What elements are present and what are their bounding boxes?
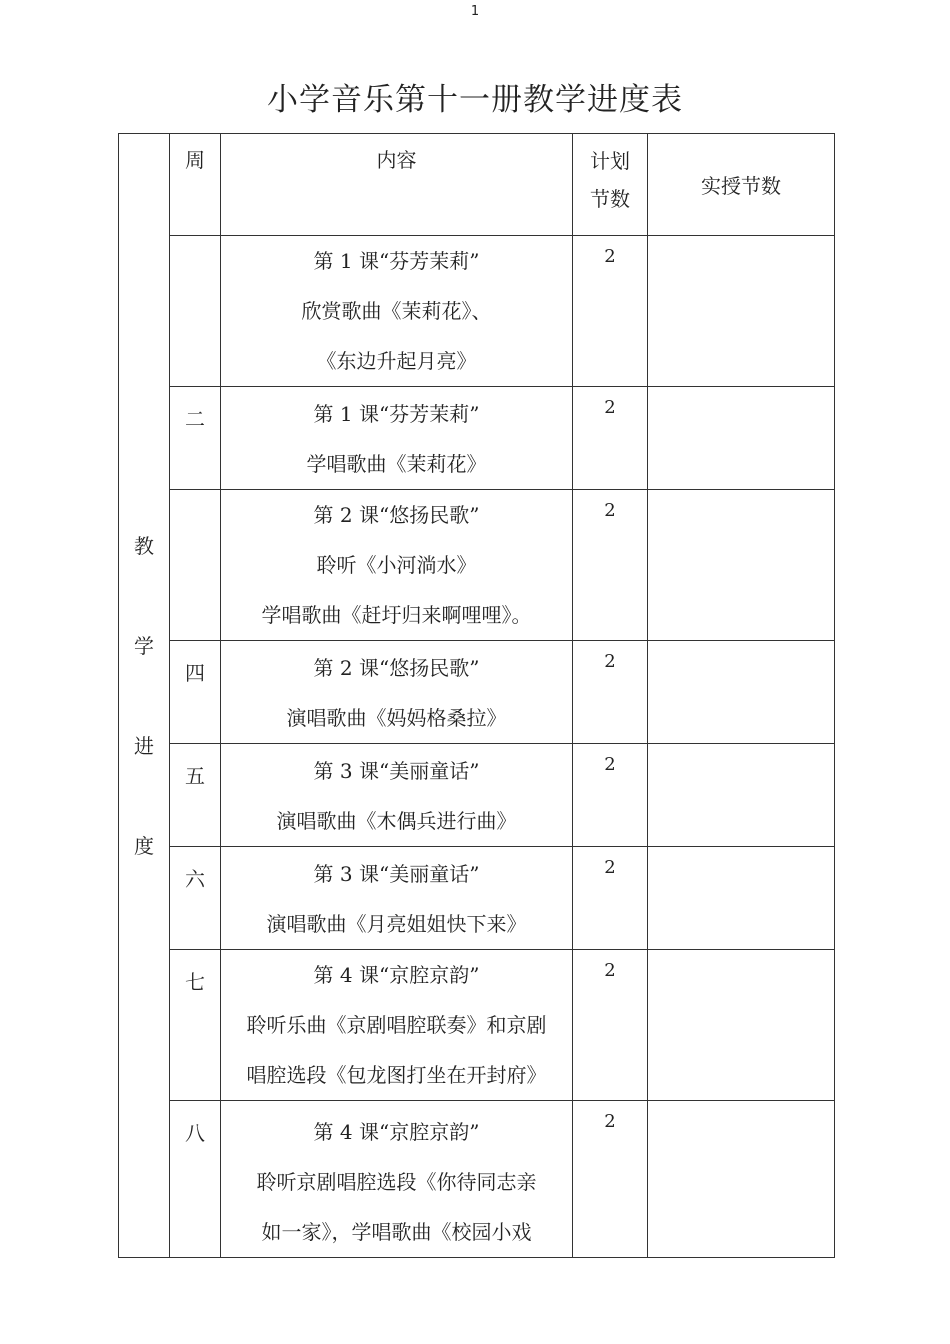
content-line: 第 4 课“京腔京韵” bbox=[313, 1120, 480, 1144]
content-line: 聆听《小河淌水》 bbox=[316, 553, 477, 577]
actual-cell bbox=[648, 1101, 835, 1258]
week-cell: 六 bbox=[170, 847, 221, 950]
schedule-table bbox=[118, 133, 835, 1258]
category-char: 度 bbox=[134, 833, 154, 858]
plan-cell: 2 bbox=[573, 744, 648, 847]
category-char: 教 bbox=[134, 533, 154, 558]
category-cell bbox=[119, 134, 170, 1258]
actual-cell bbox=[648, 490, 835, 641]
actual-cell bbox=[648, 641, 835, 744]
content-cell bbox=[221, 387, 573, 490]
content-line: 聆听京剧唱腔选段《你待同志亲 bbox=[256, 1170, 537, 1194]
table-row bbox=[119, 1101, 835, 1258]
header-week: 周 bbox=[170, 134, 221, 236]
plan-cell: 2 bbox=[573, 387, 648, 490]
content-line: 第 4 课“京腔京韵” bbox=[313, 963, 480, 987]
header-plan-line: 节数 bbox=[590, 187, 630, 211]
header-plan-line: 计划 bbox=[590, 149, 630, 173]
plan-cell: 2 bbox=[573, 950, 648, 1101]
content-line: 学唱歌曲《赶圩归来啊哩哩》。 bbox=[261, 603, 532, 627]
table-row bbox=[119, 744, 835, 847]
header-content: 内容 bbox=[221, 134, 573, 236]
header-row bbox=[119, 134, 835, 236]
content-cell bbox=[221, 236, 573, 387]
content-line: 第 1 课“芬芳茉莉” bbox=[313, 249, 480, 273]
category-char: 学 bbox=[134, 633, 154, 658]
category-char: 进 bbox=[134, 733, 154, 758]
content-cell bbox=[221, 950, 573, 1101]
content-line: 《东边升起月亮》 bbox=[316, 349, 477, 373]
table-row bbox=[119, 236, 835, 387]
content-cell bbox=[221, 847, 573, 950]
actual-cell bbox=[648, 847, 835, 950]
content-line: 演唱歌曲《木偶兵进行曲》 bbox=[276, 809, 517, 833]
plan-cell: 2 bbox=[573, 1101, 648, 1258]
plan-cell: 2 bbox=[573, 641, 648, 744]
week-cell bbox=[170, 236, 221, 387]
content-line: 唱腔选段《包龙图打坐在开封府》 bbox=[246, 1063, 547, 1087]
actual-cell bbox=[648, 387, 835, 490]
header-plan bbox=[573, 134, 648, 236]
content-line: 第 3 课“美丽童话” bbox=[313, 759, 480, 783]
content-line: 聆听乐曲《京剧唱腔联奏》和京剧 bbox=[246, 1013, 547, 1037]
table-row bbox=[119, 950, 835, 1101]
actual-cell bbox=[648, 950, 835, 1101]
table-row bbox=[119, 847, 835, 950]
content-line: 演唱歌曲《月亮姐姐快下来》 bbox=[266, 912, 527, 936]
page-title: 小学音乐第十一册教学进度表 bbox=[267, 82, 683, 118]
content-line: 学唱歌曲《茉莉花》 bbox=[306, 452, 487, 476]
table-row bbox=[119, 490, 835, 641]
content-line: 欣赏歌曲《茉莉花》、 bbox=[301, 299, 492, 323]
week-cell bbox=[170, 490, 221, 641]
content-line: 如一家》，学唱歌曲《校园小戏 bbox=[261, 1220, 532, 1244]
week-cell: 五 bbox=[170, 744, 221, 847]
week-cell: 八 bbox=[170, 1101, 221, 1258]
header-actual: 实授节数 bbox=[648, 134, 835, 236]
content-cell bbox=[221, 641, 573, 744]
table-row bbox=[119, 387, 835, 490]
page-number: 1 bbox=[470, 4, 480, 19]
content-line: 第 3 课“美丽童话” bbox=[313, 862, 480, 886]
actual-cell bbox=[648, 236, 835, 387]
actual-cell bbox=[648, 744, 835, 847]
content-line: 第 1 课“芬芳茉莉” bbox=[313, 402, 480, 426]
content-line: 演唱歌曲《妈妈格桑拉》 bbox=[286, 706, 507, 730]
content-cell bbox=[221, 490, 573, 641]
week-cell: 七 bbox=[170, 950, 221, 1101]
week-cell: 二 bbox=[170, 387, 221, 490]
content-cell bbox=[221, 1101, 573, 1258]
plan-cell: 2 bbox=[573, 236, 648, 387]
plan-cell: 2 bbox=[573, 847, 648, 950]
content-line: 第 2 课“悠扬民歌” bbox=[313, 656, 480, 680]
week-cell: 四 bbox=[170, 641, 221, 744]
table-row bbox=[119, 641, 835, 744]
content-cell bbox=[221, 744, 573, 847]
content-line: 第 2 课“悠扬民歌” bbox=[313, 503, 480, 527]
plan-cell: 2 bbox=[573, 490, 648, 641]
